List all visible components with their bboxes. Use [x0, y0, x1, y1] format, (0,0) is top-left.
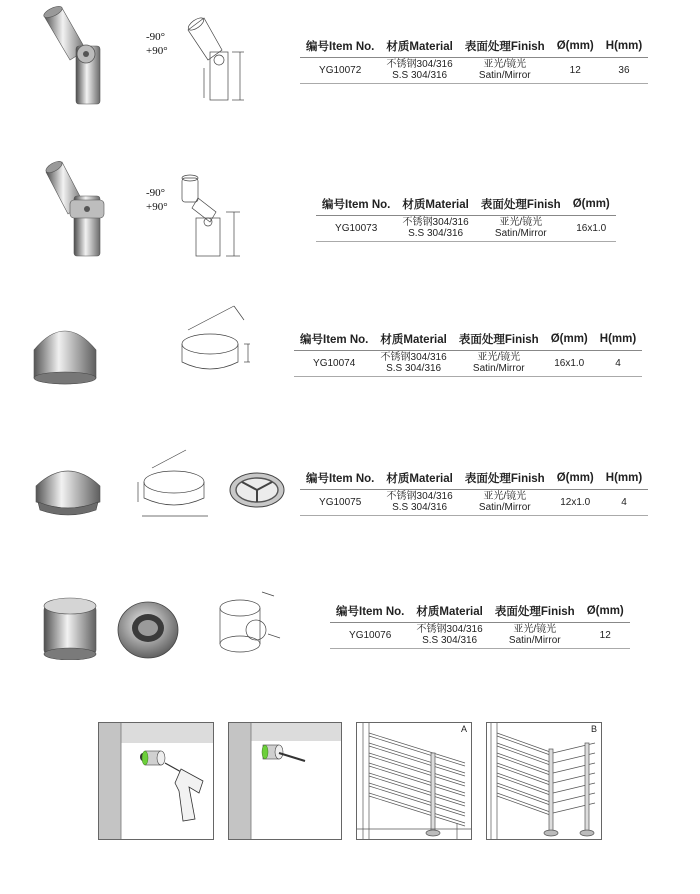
cell-diameter: 16x1.0	[545, 351, 594, 377]
header-material: 材质Material	[410, 601, 488, 623]
header-material: 材质Material	[380, 36, 458, 58]
installation-railing-view-b	[486, 722, 602, 840]
installation-step-drill	[98, 722, 214, 840]
angle-plus: +90°	[146, 45, 168, 57]
header-diameter: Ø(mm)	[545, 329, 594, 351]
cell-diameter: 12x1.0	[551, 490, 600, 516]
cell-item-no: YG10076	[330, 623, 410, 649]
cell-height: 4	[594, 351, 642, 377]
technical-drawing-end-cap	[178, 300, 268, 380]
cell-material: 不锈钢304/316 S.S 304/316	[380, 490, 458, 516]
cell-material: 不锈钢304/316 S.S 304/316	[374, 351, 452, 377]
cell-item-no: YG10075	[300, 490, 380, 516]
angle-minus: -90°	[146, 187, 166, 199]
cell-item-no: YG10073	[316, 216, 396, 242]
product-photo-wall-flange	[40, 596, 100, 660]
technical-drawing-flat-end-cap	[134, 446, 214, 526]
product-photo-flat-end-cap	[34, 460, 102, 520]
header-item-no: 编号Item No.	[330, 601, 410, 623]
spec-table-yg10074	[294, 329, 642, 377]
product-photo-domed-end-cap	[32, 320, 98, 390]
header-item-no: 编号Item No.	[294, 329, 374, 351]
panel-label-b: B	[590, 724, 597, 734]
cell-finish: 亚光/镜光 Satin/Mirror	[459, 58, 551, 84]
cell-finish: 亚光/镜光 Satin/Mirror	[475, 216, 567, 242]
installation-step-screw	[228, 722, 342, 840]
cell-material: 不锈钢304/316 S.S 304/316	[380, 58, 458, 84]
cell-diameter: 12	[551, 58, 600, 84]
technical-drawing-elbow	[182, 8, 252, 106]
rotation-angle-label	[146, 186, 168, 214]
product-photo-adjustable-elbow	[40, 6, 106, 106]
spec-table-yg10075	[300, 468, 648, 516]
header-finish: 表面处理Finish	[475, 194, 567, 216]
header-finish: 表面处理Finish	[459, 468, 551, 490]
cell-item-no: YG10074	[294, 351, 374, 377]
cell-material: 不锈钢304/316 S.S 304/316	[396, 216, 474, 242]
panel-label-a: A	[460, 724, 467, 734]
cell-item-no: YG10072	[300, 58, 380, 84]
angle-plus: +90°	[146, 201, 168, 213]
spec-table-yg10072	[300, 36, 648, 84]
spec-table-yg10073	[316, 194, 616, 242]
header-material: 材质Material	[374, 329, 452, 351]
product-photo-wall-flange-open	[116, 598, 180, 660]
header-item-no: 编号Item No.	[300, 468, 380, 490]
header-height: H(mm)	[594, 329, 642, 351]
cell-finish: 亚光/镜光 Satin/Mirror	[453, 351, 545, 377]
cell-finish: 亚光/镜光 Satin/Mirror	[489, 623, 581, 649]
product-photo-end-cap-bottom	[228, 470, 286, 510]
header-material: 材质Material	[380, 468, 458, 490]
cell-material: 不锈钢304/316 S.S 304/316	[410, 623, 488, 649]
cell-finish: 亚光/镜光 Satin/Mirror	[459, 490, 551, 516]
cell-diameter: 12	[581, 623, 630, 649]
cell-diameter: 16x1.0	[567, 216, 616, 242]
rotation-angle-label	[146, 30, 168, 58]
technical-drawing-connector	[176, 172, 246, 260]
cell-height: 4	[600, 490, 648, 516]
header-finish: 表面处理Finish	[459, 36, 551, 58]
header-item-no: 编号Item No.	[316, 194, 396, 216]
header-height: H(mm)	[600, 36, 648, 58]
header-diameter: Ø(mm)	[581, 601, 630, 623]
cell-height: 36	[600, 58, 648, 84]
header-diameter: Ø(mm)	[551, 468, 600, 490]
header-diameter: Ø(mm)	[551, 36, 600, 58]
installation-railing-view-a	[356, 722, 472, 840]
header-height: H(mm)	[600, 468, 648, 490]
technical-drawing-wall-flange	[212, 586, 284, 658]
spec-table-yg10076	[330, 601, 630, 649]
angle-minus: -90°	[146, 31, 166, 43]
product-photo-adjustable-connector	[40, 158, 106, 258]
header-finish: 表面处理Finish	[453, 329, 545, 351]
header-item-no: 编号Item No.	[300, 36, 380, 58]
header-material: 材质Material	[396, 194, 474, 216]
header-finish: 表面处理Finish	[489, 601, 581, 623]
header-diameter: Ø(mm)	[567, 194, 616, 216]
